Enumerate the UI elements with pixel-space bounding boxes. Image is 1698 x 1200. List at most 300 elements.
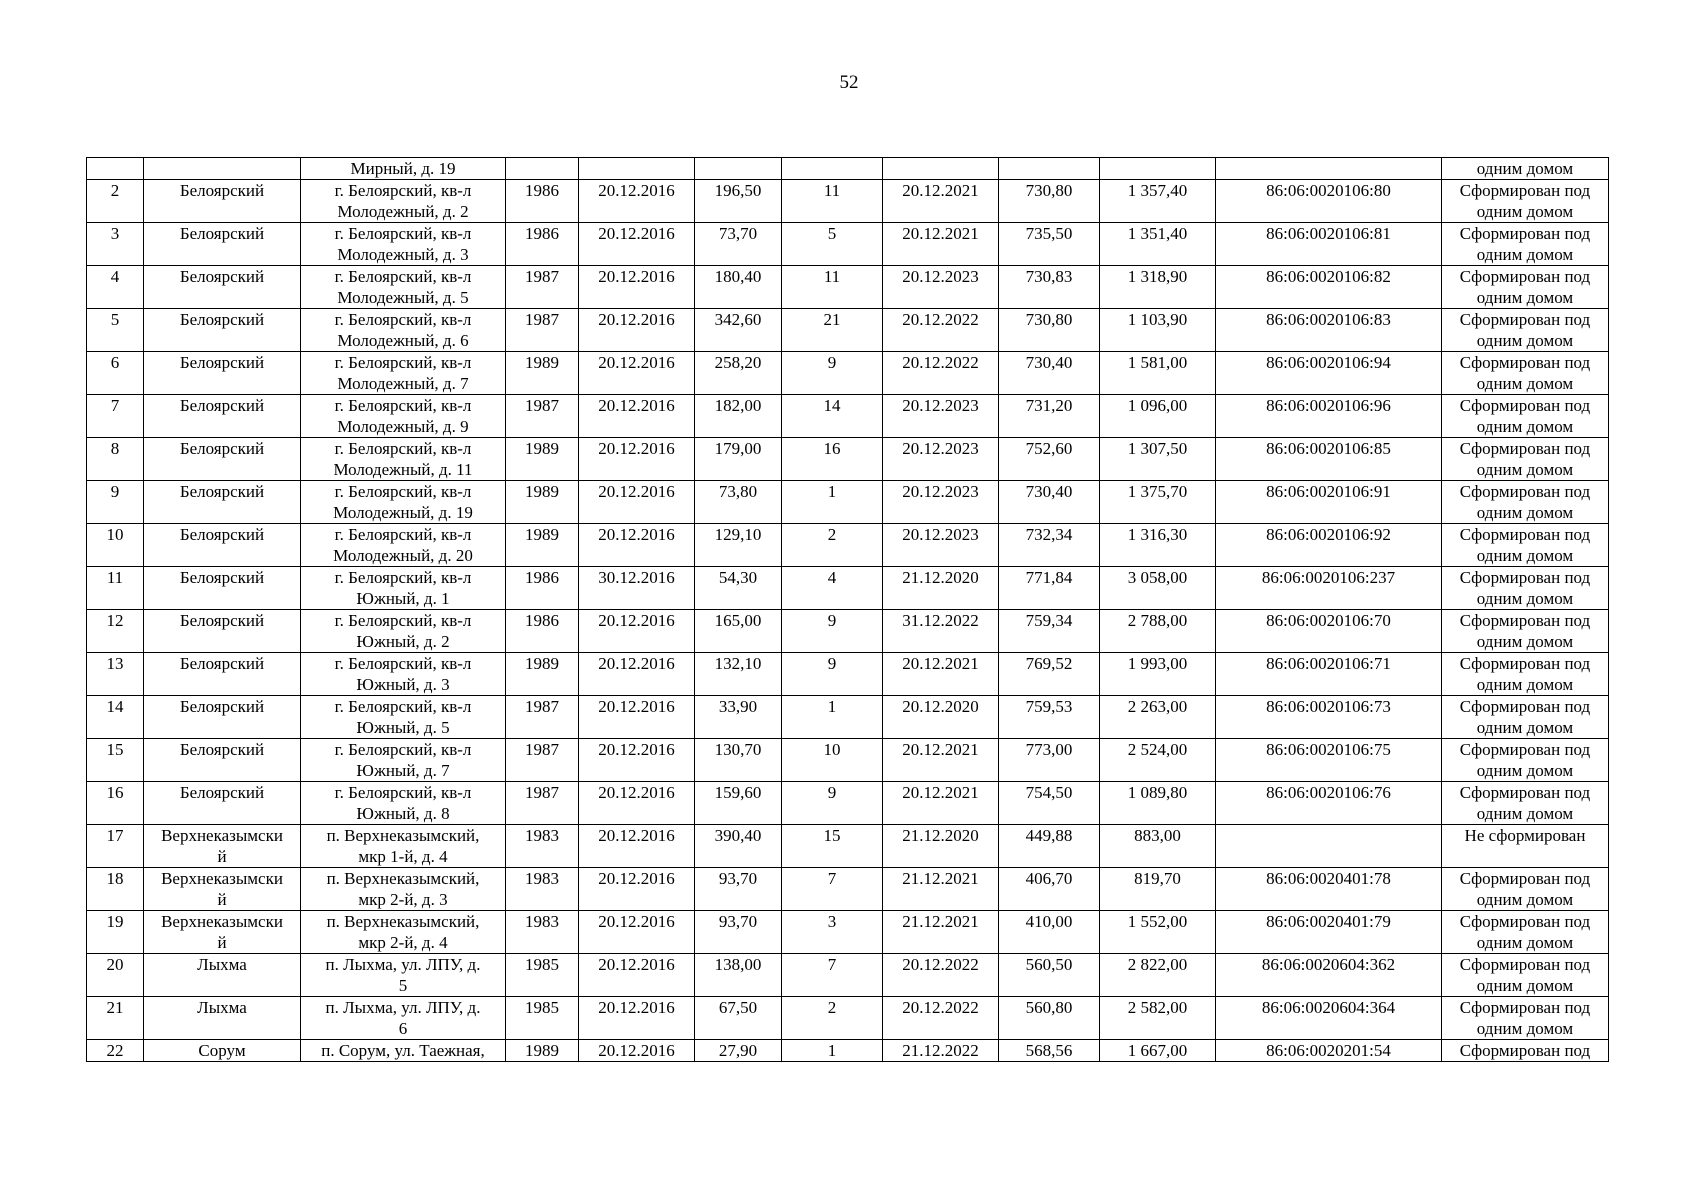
cell-text: 7 (827, 869, 837, 888)
cell-text: Южный, д. 2 (356, 632, 450, 651)
cell-text: 4 (110, 267, 120, 286)
cell-text: 73,70 (718, 224, 758, 243)
cell-municipality (144, 868, 301, 911)
cell-address (301, 158, 506, 180)
cell-text: одним домом (1476, 417, 1574, 436)
cell-registration-date (579, 352, 695, 395)
cell-land-area (999, 223, 1100, 266)
cell-text: 759,53 (1025, 697, 1073, 716)
cell-text: г. Белоярский, кв-л (334, 654, 472, 673)
cell-text: 86:06:0020201:54 (1266, 1041, 1391, 1060)
cell-land-status (1442, 158, 1609, 180)
cell-residents-count (782, 266, 883, 309)
cell-address (301, 997, 506, 1040)
cell-area (695, 696, 782, 739)
cell-text: 4 (827, 568, 837, 587)
cell-text: одним домом (1476, 202, 1574, 221)
cell-text: 883,00 (1134, 826, 1181, 845)
cell-text: 7 (827, 955, 837, 974)
cell-land-area (999, 524, 1100, 567)
cell-land-status (1442, 524, 1609, 567)
cell-text: Молодежный, д. 11 (333, 460, 473, 479)
cell-text: 10 (823, 740, 841, 759)
cell-land-status (1442, 997, 1609, 1040)
cell-land-status (1442, 868, 1609, 911)
cell-text: г. Белоярский, кв-л (334, 525, 472, 544)
cell-text: 1 (827, 1041, 837, 1060)
cell-build-year (506, 911, 579, 954)
cell-resettlement-date (883, 352, 999, 395)
cell-text: 6 (398, 1019, 408, 1038)
cell-residents-count (782, 524, 883, 567)
cell-text: 21.12.2022 (902, 1041, 979, 1060)
cell-text: 1986 (525, 181, 559, 200)
cell-text: 180,40 (714, 267, 762, 286)
cell-land-area (999, 567, 1100, 610)
cell-text: 6 (110, 353, 120, 372)
cell-text: 179,00 (714, 439, 762, 458)
cell-text: 86:06:0020401:79 (1266, 912, 1391, 931)
cell-text: 1989 (525, 654, 559, 673)
cell-build-year (506, 954, 579, 997)
cell-text: 86:06:0020401:78 (1266, 869, 1391, 888)
cell-cadastral-number (1216, 309, 1442, 352)
cell-text: 20.12.2016 (598, 1041, 675, 1060)
cell-text: 15 (106, 740, 124, 759)
cell-text: 759,34 (1025, 611, 1073, 630)
cell-text: одним домом (1476, 245, 1574, 264)
cell-land-area (999, 825, 1100, 868)
cell-municipality (144, 696, 301, 739)
cell-registration-date (579, 739, 695, 782)
cell-resettlement-date (883, 868, 999, 911)
cell-text: г. Белоярский, кв-л (334, 740, 472, 759)
cell-text: 2 (827, 998, 837, 1017)
cell-text: Белоярский (179, 611, 265, 630)
cell-text: 1985 (525, 998, 559, 1017)
cell-text: одним домом (1476, 933, 1574, 952)
cell-text: 20.12.2016 (598, 525, 675, 544)
cell-text: 3 (827, 912, 837, 931)
cell-land-area (999, 997, 1100, 1040)
cell-text: 752,60 (1025, 439, 1073, 458)
cell-text: 165,00 (714, 611, 762, 630)
table-row (87, 997, 1609, 1040)
cell-text: 86:06:0020106:82 (1266, 267, 1391, 286)
cell-text: 5 (398, 976, 408, 995)
cell-text: 1985 (525, 955, 559, 974)
cell-text: г. Белоярский, кв-л (334, 310, 472, 329)
cell-total-area (1100, 266, 1216, 309)
cell-text: 5 (827, 224, 837, 243)
cell-build-year (506, 158, 579, 180)
cell-text: Южный, д. 3 (356, 675, 450, 694)
cell-text: 86:06:0020106:73 (1266, 697, 1391, 716)
cell-text: й (217, 890, 227, 909)
table-row (87, 223, 1609, 266)
cell-build-year (506, 567, 579, 610)
cell-text: Сформирован под (1459, 783, 1591, 802)
cell-text: 1 667,00 (1127, 1041, 1188, 1060)
cell-text: 1983 (525, 869, 559, 888)
cell-address (301, 653, 506, 696)
cell-area (695, 266, 782, 309)
cell-text: 11 (823, 267, 841, 286)
cell-text: 1989 (525, 525, 559, 544)
cell-cadastral-number (1216, 524, 1442, 567)
cell-row-number (87, 567, 144, 610)
cell-residents-count (782, 997, 883, 1040)
cell-text: 20.12.2022 (902, 353, 979, 372)
cell-land-status (1442, 825, 1609, 868)
cell-total-area (1100, 997, 1216, 1040)
cell-text: одним домом (1476, 1019, 1574, 1038)
cell-text: 15 (823, 826, 841, 845)
cell-land-status (1442, 352, 1609, 395)
cell-total-area (1100, 653, 1216, 696)
cell-cadastral-number (1216, 911, 1442, 954)
cell-text: 1 357,40 (1127, 181, 1188, 200)
cell-cadastral-number (1216, 868, 1442, 911)
cell-residents-count (782, 567, 883, 610)
cell-text: 735,50 (1025, 224, 1073, 243)
cell-text: п. Верхнеказымский, (326, 869, 480, 888)
cell-text: п. Верхнеказымский, (326, 912, 480, 931)
cell-registration-date (579, 395, 695, 438)
cell-address (301, 180, 506, 223)
cell-build-year (506, 266, 579, 309)
cell-registration-date (579, 438, 695, 481)
cell-residents-count (782, 954, 883, 997)
cell-text: 1 (827, 482, 837, 501)
cell-text: 129,10 (714, 525, 762, 544)
cell-text: 258,20 (714, 353, 762, 372)
cell-text: Белоярский (179, 654, 265, 673)
cell-land-status (1442, 696, 1609, 739)
table-row (87, 395, 1609, 438)
cell-area (695, 158, 782, 180)
cell-land-status (1442, 782, 1609, 825)
cell-text: 1 (827, 697, 837, 716)
cell-residents-count (782, 180, 883, 223)
cell-text: 730,40 (1025, 482, 1073, 501)
page-number: 52 (839, 72, 859, 93)
cell-resettlement-date (883, 696, 999, 739)
cell-text: 86:06:0020106:96 (1266, 396, 1391, 415)
cell-area (695, 911, 782, 954)
cell-total-area (1100, 954, 1216, 997)
cell-text: Молодежный, д. 2 (337, 202, 469, 221)
cell-text: 20.12.2016 (598, 697, 675, 716)
cell-text: 1986 (525, 611, 559, 630)
cell-address (301, 954, 506, 997)
cell-text: 20.12.2016 (598, 267, 675, 286)
cell-registration-date (579, 1040, 695, 1062)
cell-text: 67,50 (718, 998, 758, 1017)
cell-resettlement-date (883, 739, 999, 782)
cell-text: Сформирован под (1459, 654, 1591, 673)
cell-text: г. Белоярский, кв-л (334, 267, 472, 286)
cell-total-area (1100, 911, 1216, 954)
cell-text: 568,56 (1025, 1041, 1073, 1060)
cell-land-area (999, 911, 1100, 954)
table-row (87, 266, 1609, 309)
cell-build-year (506, 223, 579, 266)
cell-registration-date (579, 954, 695, 997)
cell-text: Сформирован под (1459, 740, 1591, 759)
cell-text: одним домом (1476, 804, 1574, 823)
cell-cadastral-number (1216, 954, 1442, 997)
cell-text: Молодежный, д. 3 (337, 245, 469, 264)
cell-cadastral-number (1216, 395, 1442, 438)
cell-row-number (87, 954, 144, 997)
cell-build-year (506, 1040, 579, 1062)
cell-registration-date (579, 610, 695, 653)
cell-text: 20.12.2016 (598, 869, 675, 888)
cell-text: 182,00 (714, 396, 762, 415)
cell-area (695, 610, 782, 653)
cell-text: 20 (106, 955, 124, 974)
cell-resettlement-date (883, 610, 999, 653)
cell-total-area (1100, 739, 1216, 782)
cell-text: 1 351,40 (1127, 224, 1188, 243)
cell-registration-date (579, 309, 695, 352)
cell-text: 769,52 (1025, 654, 1073, 673)
cell-row-number (87, 438, 144, 481)
cell-text: 10 (106, 525, 124, 544)
cell-text: Сформирован под (1459, 396, 1591, 415)
cell-text: 406,70 (1025, 869, 1073, 888)
cell-text: 2 263,00 (1127, 697, 1188, 716)
cell-address (301, 481, 506, 524)
cell-text: Южный, д. 5 (356, 718, 450, 737)
cell-text: 86:06:0020106:76 (1266, 783, 1391, 802)
cell-land-status (1442, 653, 1609, 696)
cell-text: Сформирован под (1459, 353, 1591, 372)
cell-text: г. Белоярский, кв-л (334, 482, 472, 501)
cell-residents-count (782, 610, 883, 653)
cell-registration-date (579, 653, 695, 696)
cell-text: Южный, д. 1 (356, 589, 450, 608)
table-row (87, 696, 1609, 739)
cell-total-area (1100, 825, 1216, 868)
cell-text: Южный, д. 8 (356, 804, 450, 823)
cell-municipality (144, 481, 301, 524)
cell-residents-count (782, 825, 883, 868)
cell-address (301, 309, 506, 352)
cell-text: Белоярский (179, 310, 265, 329)
cell-text: 7 (110, 396, 120, 415)
cell-address (301, 438, 506, 481)
cell-text: 1 096,00 (1127, 396, 1188, 415)
cell-area (695, 653, 782, 696)
cell-row-number (87, 395, 144, 438)
cell-text: 130,70 (714, 740, 762, 759)
cell-text: 86:06:0020106:70 (1266, 611, 1391, 630)
cell-text: 132,10 (714, 654, 762, 673)
cell-land-area (999, 696, 1100, 739)
cell-build-year (506, 868, 579, 911)
cell-text: 20.12.2023 (902, 267, 979, 286)
cell-text: одним домом (1476, 374, 1574, 393)
cell-text: 1983 (525, 826, 559, 845)
table-row (87, 524, 1609, 567)
cell-area (695, 524, 782, 567)
cell-row-number (87, 266, 144, 309)
cell-text: 86:06:0020106:91 (1266, 482, 1391, 501)
cell-build-year (506, 782, 579, 825)
cell-land-area (999, 954, 1100, 997)
cell-land-area (999, 653, 1100, 696)
cell-text: Сформирован под (1459, 267, 1591, 286)
cell-text: 819,70 (1134, 869, 1181, 888)
cell-municipality (144, 352, 301, 395)
cell-text: 196,50 (714, 181, 762, 200)
cell-total-area (1100, 352, 1216, 395)
table-row (87, 782, 1609, 825)
cell-text: 730,80 (1025, 310, 1073, 329)
cell-text: п. Верхнеказымский, (326, 826, 480, 845)
cell-registration-date (579, 997, 695, 1040)
cell-text: 13 (106, 654, 124, 673)
cell-municipality (144, 567, 301, 610)
cell-text: 21.12.2020 (902, 568, 979, 587)
cell-text: 1 375,70 (1127, 482, 1188, 501)
cell-residents-count (782, 911, 883, 954)
cell-text: 19 (106, 912, 124, 931)
cell-text: 560,80 (1025, 998, 1073, 1017)
cell-text: 33,90 (718, 697, 758, 716)
cell-land-area (999, 158, 1100, 180)
cell-cadastral-number (1216, 481, 1442, 524)
cell-text: Сформирован под (1459, 697, 1591, 716)
cell-text: 86:06:0020106:92 (1266, 525, 1391, 544)
cell-text: 754,50 (1025, 783, 1073, 802)
cell-land-status (1442, 266, 1609, 309)
cell-text: 20.12.2023 (902, 396, 979, 415)
cell-text: 20.12.2021 (902, 224, 979, 243)
cell-text: 1989 (525, 1041, 559, 1060)
cell-residents-count (782, 223, 883, 266)
cell-text: 2 582,00 (1127, 998, 1188, 1017)
cell-text: г. Белоярский, кв-л (334, 439, 472, 458)
cell-row-number (87, 653, 144, 696)
cell-resettlement-date (883, 223, 999, 266)
cell-area (695, 481, 782, 524)
cell-text: Верхнеказымски (161, 826, 283, 845)
table-row (87, 438, 1609, 481)
cell-text: 560,50 (1025, 955, 1073, 974)
cell-text: г. Белоярский, кв-л (334, 568, 472, 587)
cell-land-status (1442, 1040, 1609, 1062)
cell-total-area (1100, 223, 1216, 266)
cell-municipality (144, 395, 301, 438)
cell-text: Не сформирован (1464, 826, 1586, 845)
cell-text: 20.12.2016 (598, 654, 675, 673)
cell-land-status (1442, 438, 1609, 481)
cell-area (695, 868, 782, 911)
cell-text: й (217, 847, 227, 866)
cell-text: 1989 (525, 353, 559, 372)
cell-area (695, 1040, 782, 1062)
cell-text: Верхнеказымски (161, 912, 283, 931)
cell-build-year (506, 739, 579, 782)
cell-text: 1986 (525, 568, 559, 587)
cell-text: 20.12.2016 (598, 439, 675, 458)
cell-text: 449,88 (1025, 826, 1073, 845)
cell-land-area (999, 438, 1100, 481)
cell-text: 11 (106, 568, 124, 587)
cell-text: 27,90 (718, 1041, 758, 1060)
cell-text: одним домом (1476, 976, 1574, 995)
cell-municipality (144, 739, 301, 782)
cell-area (695, 395, 782, 438)
cell-resettlement-date (883, 653, 999, 696)
cell-area (695, 352, 782, 395)
cell-build-year (506, 309, 579, 352)
cell-text: 20.12.2016 (598, 740, 675, 759)
cell-text: 3 (110, 224, 120, 243)
cell-text: й (217, 933, 227, 952)
cell-municipality (144, 180, 301, 223)
cell-text: Молодежный, д. 19 (333, 503, 473, 522)
cell-resettlement-date (883, 309, 999, 352)
cell-address (301, 610, 506, 653)
cell-total-area (1100, 696, 1216, 739)
cell-text: 1983 (525, 912, 559, 931)
cell-text: 20.12.2022 (902, 310, 979, 329)
cell-text: 2 524,00 (1127, 740, 1188, 759)
cell-residents-count (782, 352, 883, 395)
cell-municipality (144, 782, 301, 825)
cell-text: Молодежный, д. 7 (337, 374, 469, 393)
cell-text: Белоярский (179, 783, 265, 802)
cell-area (695, 567, 782, 610)
cell-residents-count (782, 395, 883, 438)
cell-build-year (506, 610, 579, 653)
cell-land-status (1442, 567, 1609, 610)
cell-text: 1 103,90 (1127, 310, 1188, 329)
cell-row-number (87, 610, 144, 653)
cell-row-number (87, 524, 144, 567)
cell-text: 1 307,50 (1127, 439, 1188, 458)
cell-text: Белоярский (179, 439, 265, 458)
cell-municipality (144, 653, 301, 696)
cell-area (695, 223, 782, 266)
cell-text: 1 581,00 (1127, 353, 1188, 372)
cell-text: 20.12.2023 (902, 525, 979, 544)
table-row (87, 653, 1609, 696)
cell-text: 86:06:0020106:83 (1266, 310, 1391, 329)
cell-build-year (506, 825, 579, 868)
cell-text: 86:06:0020106:85 (1266, 439, 1391, 458)
cell-cadastral-number (1216, 997, 1442, 1040)
cell-area (695, 954, 782, 997)
cell-land-status (1442, 954, 1609, 997)
cell-municipality (144, 223, 301, 266)
cell-text: 1989 (525, 439, 559, 458)
cell-cadastral-number (1216, 739, 1442, 782)
cell-text: 93,70 (718, 869, 758, 888)
cell-registration-date (579, 158, 695, 180)
cell-cadastral-number (1216, 696, 1442, 739)
cell-land-area (999, 868, 1100, 911)
cell-text: 16 (823, 439, 841, 458)
cell-text: мкр 2-й, д. 3 (358, 890, 448, 909)
cell-text: 11 (823, 181, 841, 200)
cell-municipality (144, 438, 301, 481)
cell-text: 20.12.2022 (902, 955, 979, 974)
